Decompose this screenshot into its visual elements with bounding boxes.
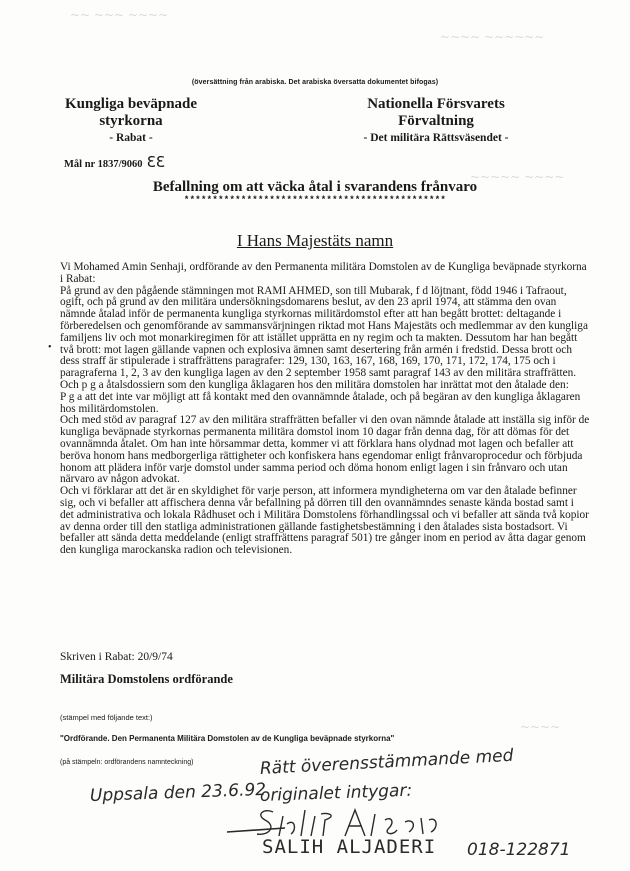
stamp-text: "Ordförande. Den Permanenta Militära Domstolen av de Kungliga beväpnade styrkorna"	[60, 734, 395, 743]
bleed-through-text: ~~~~ ~~~~~~	[440, 30, 545, 44]
header-right-line3: - Det militära Rättsväsendet -	[363, 132, 509, 144]
signature-note: (på stämpeln: ordförandens namnteckning)	[60, 759, 194, 766]
margin-mark: •	[48, 342, 52, 353]
body-paragraphs	[60, 262, 590, 557]
signer-title: Militära Domstolens ordförande	[60, 672, 233, 686]
bleed-through-text: ~~~~	[520, 720, 561, 734]
case-number-handwritten: ƐƐ	[146, 153, 165, 171]
translation-note: (översättning från arabiska. Det arabiska översatta dokumentet bifogas)	[191, 79, 439, 86]
bleed-through-text: ~~~~~ ~~~~	[470, 170, 565, 184]
header-left-line2: styrkorna	[99, 113, 163, 129]
handwritten-certification-line1: Rätt överensstämmande med	[259, 745, 514, 779]
handwritten-certification-line2: originalet intygar:	[259, 780, 413, 806]
header-left	[56, 96, 206, 147]
invocation-heading: I Hans Majestäts namn	[236, 231, 394, 250]
handwritten-place-date: Uppsala den 23.6.92	[89, 779, 267, 806]
body-paragraph: Vi Mohamed Amin Senhaji, ordförande av den Permanenta militära Domstolen av de Kungliga beväpnade styrkorna i Rabat:	[60, 261, 587, 285]
stamp-note: (stämpel med följande text:)	[60, 713, 153, 722]
body-paragraph: På grund av den pågående stämningen mot RAMI AHMED, son till Mubarak, f d löjtnant, född 1946 i Tafraout, ogift, och på grund av den militära undersökningsdomarens beslut, av den 23 april 1974, att stämma den ovan nämnde åtalad inför de permanenta kungliga styrkornas militärdomstol efter att han begått brottet: deltagande i förberedelsen och genomförande av sammansvärjningen riktad mot Hans Majestäts och medlemmar av den kungliga familjens liv och mot monarkiregimen för att istället upprätta en ny regim och ta makten. Dessutom har han begått två brott: mot lagen gällande vapnen och explosiva ämnen samt desertering från armén i fredstid. Dessa brott och dess straff är stipulerade i straffrättens paragrafer: 129, 130, 163, 167, 168, 169, 170, 171, 172, 174, 175 och i paragraferna 1, 2, 3 av den kungliga lagen av den 2 september 1958 samt paragraf 143 av den militära straffrätten.	[60, 284, 588, 380]
case-number-label: Mål nr 1837/9060	[64, 159, 143, 170]
written-place-date: Skriven i Rabat: 20/9/74	[60, 651, 173, 663]
header-right	[336, 96, 536, 147]
header-left-line3: - Rabat -	[109, 132, 153, 144]
body-paragraph: P g a att det inte var möjligt att få kontakt med den ovannämnde åtalade, och på begäran av den kungliga åklagaren hos militärdomstolen.	[60, 390, 581, 415]
handwritten-phone: 018-122871	[467, 840, 571, 860]
body-paragraph: Och med stöd av paragraf 127 av den militära straffrätten befaller vi den ovan nämnde åtalade att inställa sig inför de kungliga beväpnade styrkornas permanenta militära domstol inom 10 dagar från denna dag, för att dömas för det ovannämnda åtalet. Om han inte hörsammar detta, kommer vi att förklara hans olydnad mot lagen och befaller att beröva honom hans medborgerliga rättigheter och konfiskera hans egendomar enligt frånvaroprocedur och förbjuda honom att plädera inför varje domstol under samma period och döma honom enligt lagen i sin frånvaro och utan närvaro av någon advokat.	[60, 414, 590, 486]
header-right-line1: Nationella Försvarets	[367, 96, 505, 112]
header-left-line1: Kungliga beväpnade	[64, 96, 198, 112]
document-body	[60, 262, 590, 557]
title-star-rule: **********************************************	[183, 195, 447, 205]
header-right-line2: Förvaltning	[398, 113, 474, 129]
bleed-through-text: ~~ ~~~ ~~~~	[70, 8, 169, 22]
case-number	[64, 153, 165, 171]
body-paragraph: Och p g a åtalsdossiern som den kungliga åklagaren hos den militära domstolen har inrättat mot den åtalade den:	[60, 378, 569, 391]
body-paragraph: Och vi förklarar att det är en skyldighet för varje person, att informera myndigheterna om var den åtalade befinner sig, och vi befaller att affischera denna vår befallning på dörren till den ovannämndes senaste kända bostad samt i det administrativa och lokala Rådhuset och i Militära Domstolens förhandlingssal och vi befaller att sända två kopior av denna order till den statliga administrationen gällande fastighetsbestämning i den åtalades sista bostadsort. Vi befaller att sända detta meddelande (enligt straffrättens paragraf 501) tre gånger inom en period av åtta dagar genom den kungliga marockanska radion och televisionen.	[60, 485, 589, 557]
handwritten-translator-name: SALIH ALJADERI	[262, 836, 437, 858]
document-title: Befallning om att väcka åtal i svarandens frånvaro	[152, 179, 478, 195]
